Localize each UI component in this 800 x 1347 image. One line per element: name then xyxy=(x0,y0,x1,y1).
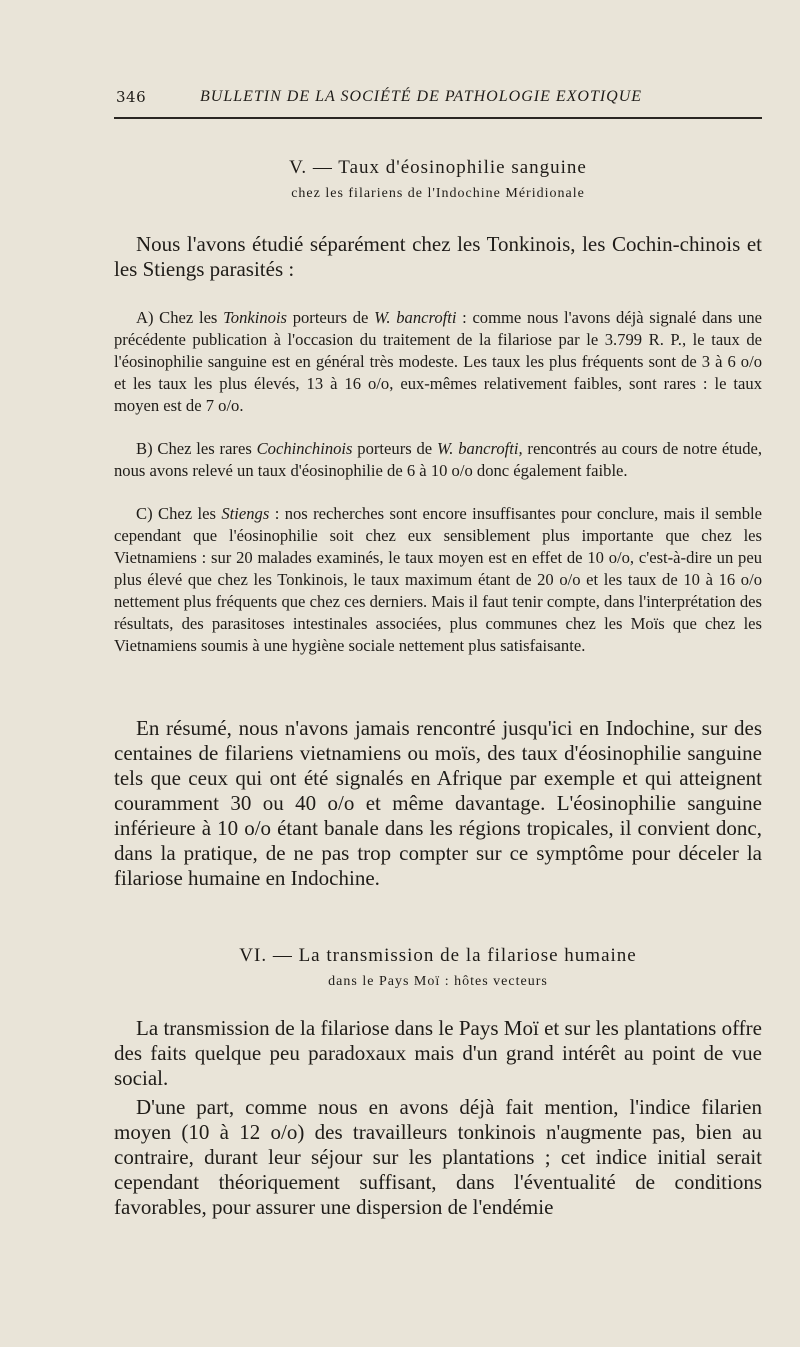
paragraph-a-mid: porteurs de xyxy=(292,308,369,327)
section-6-title-line-2: dans le Pays Moï : hôtes vecteurs xyxy=(328,974,548,989)
paragraph-a-species: W. bancrofti xyxy=(374,308,457,327)
paragraph-b-text: rencontrés au cours de notre étude, nous avons relevé un taux d'éosinophilie de 6 à 10 o/o donc également faible. xyxy=(114,439,763,480)
paragraph-b-mid: porteurs de xyxy=(357,439,433,458)
section-6-title-line-1: VI. — La transmission de la filariose humaine xyxy=(239,945,637,966)
section-5-title-line-2: chez les filariens de l'Indochine Méridionale xyxy=(291,186,585,201)
section-6-heading xyxy=(114,943,762,995)
running-header xyxy=(116,88,760,114)
paragraph-c-label: C) Chez les xyxy=(136,504,216,523)
paragraph-a-group: Tonkinois xyxy=(223,308,288,327)
paragraph-b-group: Cochinchinois xyxy=(256,439,353,458)
section-5-title-line-1: V. — Taux d'éosinophilie sanguine xyxy=(289,157,587,178)
page-number: 346 xyxy=(116,88,147,106)
paragraph-b xyxy=(114,438,762,482)
section-6-paragraph-2: D'une part, comme nous en avons déjà fait mention, l'indice filarien moyen (10 à 12 o/o) des travailleurs tonkinois n'augmente pas, bien au contraire, durant leur séjour sur les plantations ; cet indice initial serait cependant théoriquement suffisant, dans l'éventualité de conditions favorables, pour assurer une dispersion de l'endémie xyxy=(114,1095,762,1219)
paragraph-a xyxy=(114,307,762,417)
paragraph-a-label: A) Chez les xyxy=(136,308,218,327)
paragraph-b-species: W. bancrofti, xyxy=(436,439,523,458)
paragraph-a-text: : comme nous l'avons déjà signalé dans une précédente publication à l'occasion du traitement de la filariose par le 3.799 R. P., le taux de l'éosinophilie sanguine est en général très modeste. Les taux les plus fréquents sont de 3 à 6 o/o et les taux les plus élevés, 13 à 16 o/o, eux-mêmes relativement faibles, sont rares : le taux moyen est de 7 o/o. xyxy=(114,308,763,415)
paragraph-c-group: Stiengs xyxy=(221,504,270,523)
journal-title: BULLETIN DE LA SOCIÉTÉ DE PATHOLOGIE EXOTIQUE xyxy=(200,88,643,105)
section-5-intro: Nous l'avons étudié séparément chez les Tonkinois, les Cochin-chinois et les Stiengs parasités : xyxy=(114,232,762,281)
paragraph-c-text: : nos recherches sont encore insuffisantes pour conclure, mais il semble cependant que l'éosinophilie soit chez eux sensiblement plus importante que chez les Vietnamiens : sur 20 malades examinés, le taux moyen est en effet de 10 o/o, c'est-à-dire un peu plus élevé que chez les Tonkinois, le taux maximum étant de 20 o/o et les taux de 10 à 16 o/o nettement plus fréquents que chez ces derniers. Mais il faut tenir compte, dans l'interprétation des résultats, des parasitoses intestinales associées, plus communes chez les Moïs que chez les Vietnamiens soumis à une hygiène sociale nettement plus satisfaisante. xyxy=(114,504,762,655)
section-6-paragraph-1: La transmission de la filariose dans le Pays Moï et sur les plantations offre des faits quelque peu paradoxaux mais d'un grand intérêt au point de vue social. xyxy=(114,1016,762,1090)
header-rule xyxy=(114,117,762,119)
paragraph-b-label: B) Chez les rares xyxy=(136,439,252,458)
section-5-heading xyxy=(114,155,762,207)
paragraph-c xyxy=(114,503,762,657)
section-5-summary: En résumé, nous n'avons jamais rencontré jusqu'ici en Indochine, sur des centaines de filariens vietnamiens ou moïs, des taux d'éosinophilie sanguine tels que ceux qui ont été signalés en Afrique par exemple et qui atteignent couramment 30 ou 40 o/o et même davantage. L'éosinophilie sanguine inférieure à 10 o/o étant banale dans les régions tropicales, il convient donc, dans la pratique, de ne pas trop compter sur ce symptôme pour déceler la filariose humaine en Indochine. xyxy=(114,716,762,890)
